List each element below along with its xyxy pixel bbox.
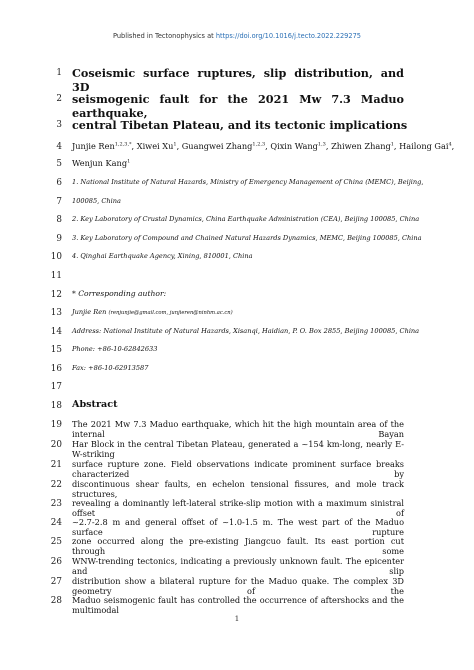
- publication-header: [0, 32, 474, 40]
- author-name: , Zhiwen Zhang: [325, 141, 391, 151]
- line-number: 8: [56, 215, 62, 225]
- author-affiliation: 1,3: [317, 141, 326, 148]
- author-name: Wenjun Kang: [72, 158, 128, 168]
- abstract-line: Har Block in the central Tibetan Plateau, generated a ~154 km-long, nearly E-W-striking: [72, 439, 404, 459]
- abstract-line: revealing a dominantly left-lateral strike-slip motion with a maximum sinistral offset of: [72, 498, 404, 518]
- author-name: , Qixin Wang: [265, 141, 318, 151]
- line-number: 19: [50, 420, 62, 430]
- corresponding-author-label: * Corresponding author:: [72, 289, 167, 298]
- author-affiliation: 1: [173, 141, 177, 148]
- doi-link[interactable]: https://doi.org/10.1016/j.tecto.2022.229275: [215, 32, 361, 40]
- affiliation-1-continued: 100085, China: [72, 197, 121, 205]
- abstract-line: discontinuous shear faults, en echelon tensional fissures, and mole track structures,: [72, 479, 404, 499]
- line-number: 5: [56, 159, 62, 169]
- line-number: 7: [56, 197, 62, 207]
- abstract-line: WNW-trending tectonics, indicating a previously unknown fault. The epicenter and slip: [72, 556, 404, 576]
- header-prefix: Published in Tectonophysics at: [113, 32, 216, 40]
- author-name: , Guangwei Zhang: [176, 141, 253, 151]
- line-number: 23: [50, 499, 62, 509]
- abstract-line: The 2021 Mw 7.3 Maduo earthquake, which hit the high mountain area of the internal Bayan: [72, 419, 404, 439]
- line-number: 2: [56, 94, 62, 104]
- affiliation-4: 4. Qinghai Earthquake Agency, Xining, 810001, China: [72, 252, 253, 260]
- line-number: 20: [50, 440, 62, 450]
- fax-line: Fax: +86-10-62913587: [72, 364, 149, 372]
- phone-line: Phone: +86-10-62842633: [72, 345, 158, 353]
- author-name: , Hailong Gai: [393, 141, 449, 151]
- line-number: 4: [56, 142, 62, 152]
- line-number: 21: [50, 460, 62, 470]
- affiliation-3: 3. Key Laboratory of Compound and Chained Natural Hazards Dynamics, MEMC, Beijing 100085, China: [72, 234, 422, 242]
- line-number: 9: [56, 234, 62, 244]
- line-number: 11: [50, 271, 62, 281]
- author-affiliation: 1: [390, 141, 394, 148]
- abstract-line: Maduo seismogenic fault has controlled the occurrence of aftershocks and the multimodal: [72, 595, 404, 615]
- abstract-line: zone occurred along the pre-existing Jiangcuo fault. Its east portion cut through some: [72, 536, 404, 556]
- author-list: [72, 141, 455, 151]
- corresponding-author-email[interactable]: (renjunjie@gmail.com, junjieren@ninhm.ac.cn): [108, 310, 233, 316]
- line-number: 25: [50, 537, 62, 547]
- author-name: , Xiwei Xu: [131, 141, 174, 151]
- abstract-line: surface rupture zone. Field observations indicate prominent surface breaks characterized by: [72, 459, 404, 479]
- title-line-2: seismogenic fault for the 2021 Mw 7.3 Maduo earthquake,: [72, 92, 404, 120]
- author-list-continued: [72, 158, 404, 168]
- author-name: Junjie Ren: [72, 141, 115, 151]
- author-affiliation: 1,2,3: [252, 141, 266, 148]
- address-line: Address: National Institute of Natural Hazards, Xisanqi, Haidian, P. O. Box 2855, Beijing 100085, China: [72, 327, 420, 335]
- line-number: 22: [50, 480, 62, 490]
- corresponding-author-name: Junjie Ren: [72, 308, 109, 316]
- abstract-line: distribution show a bilateral rupture for the Maduo quake. The complex 3D geometry of the: [72, 576, 404, 596]
- title-line-1: Coseismic surface ruptures, slip distribution, and 3D: [72, 66, 404, 94]
- line-number: 1: [56, 68, 62, 78]
- line-number: 27: [50, 577, 62, 587]
- line-number: 14: [50, 327, 62, 337]
- page-number: 1: [234, 614, 240, 623]
- line-number: 28: [50, 596, 62, 606]
- author-affiliation: 4: [448, 141, 452, 148]
- line-number: 18: [50, 401, 62, 411]
- line-number: 24: [50, 518, 62, 528]
- title-line-3: central Tibetan Plateau, and its tectonic implications: [72, 118, 408, 132]
- affiliation-1: 1. National Institute of Natural Hazards, Ministry of Emergency Management of China (MEMC), Beijing,: [72, 178, 424, 186]
- line-number: 17: [50, 382, 62, 392]
- line-number: 13: [50, 308, 62, 318]
- line-number: 26: [50, 557, 62, 567]
- abstract-heading: Abstract: [72, 399, 118, 410]
- author-affiliation: 1: [127, 158, 131, 165]
- line-number: 3: [56, 120, 62, 130]
- line-number: 16: [50, 364, 62, 374]
- line-number: 15: [50, 345, 62, 355]
- author-name: ,: [451, 141, 455, 151]
- line-number: 10: [50, 252, 62, 262]
- abstract-line: ~2.7-2.8 m and general offset of ~1.0-1.5 m. The west part of the Maduo surface rupture: [72, 517, 404, 537]
- corresponding-author-contact: [72, 308, 404, 316]
- author-affiliation: 1,2,3,*: [114, 141, 132, 148]
- line-number: 12: [50, 290, 62, 300]
- affiliation-2: 2. Key Laboratory of Crustal Dynamics, China Earthquake Administration (CEA), Beijing 100085, China: [72, 215, 420, 223]
- line-number: 6: [56, 178, 62, 188]
